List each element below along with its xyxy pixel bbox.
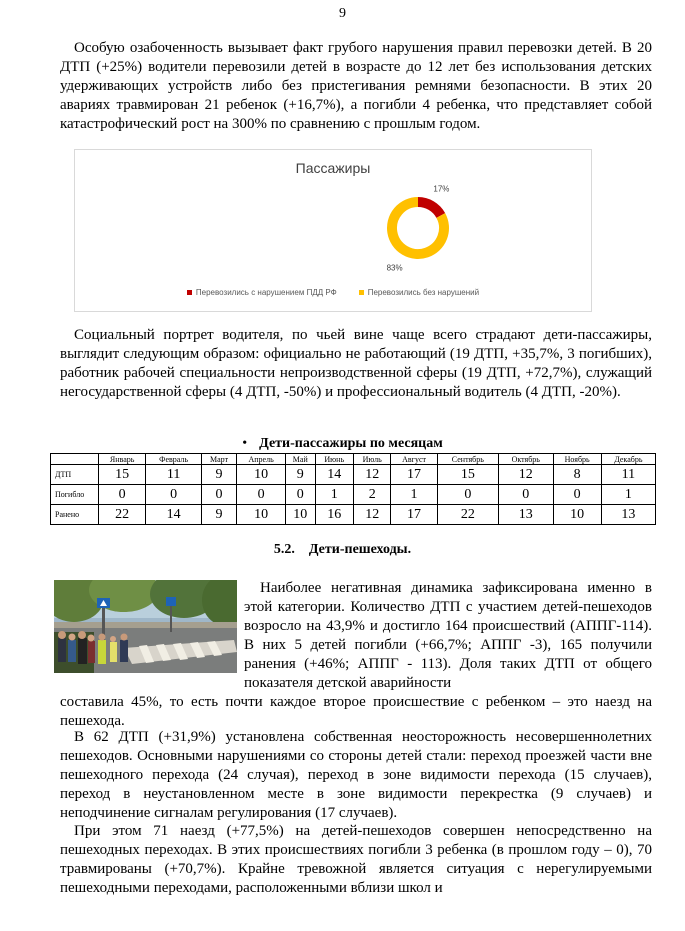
table-row (51, 505, 656, 525)
chart-passengers (74, 149, 592, 312)
table-cell: 12 (499, 465, 553, 485)
slice-violation (418, 202, 441, 215)
table-cell: 22 (99, 505, 146, 525)
page-number: 9 (339, 6, 346, 21)
table-cell: 13 (601, 505, 655, 525)
legend-item-no-violation (359, 288, 479, 297)
table-cell: 11 (601, 465, 655, 485)
table-header-cell: Июнь (315, 454, 353, 465)
table-cell: 8 (553, 465, 601, 485)
table-cell: 0 (237, 485, 286, 505)
slice-violation-label: 17% (433, 184, 450, 194)
section-title: Дети-пешеходы. (308, 542, 412, 557)
table-cell: 2 (353, 485, 391, 505)
legend-item-violation (187, 288, 337, 297)
table-cell: 12 (353, 505, 391, 525)
table-cell: 1 (315, 485, 353, 505)
table-cell: 0 (201, 485, 236, 505)
legend-swatch-violation (187, 290, 192, 295)
row-label: ДТП (51, 465, 99, 485)
section-heading (0, 542, 685, 558)
paragraph-pedestrians-share: составила 45%, то есть почти каждое второе происшествие с ребенком – это наезд на пешехода. (60, 694, 652, 729)
table-cell: 15 (99, 465, 146, 485)
table-header-cell: Ноябрь (553, 454, 601, 465)
table-cell: 1 (601, 485, 655, 505)
table-cell: 9 (201, 505, 236, 525)
table-cell: 0 (553, 485, 601, 505)
table-header-cell: Октябрь (499, 454, 553, 465)
table-cell: 13 (499, 505, 553, 525)
table-row (51, 465, 656, 485)
chart-legend (75, 288, 591, 297)
table-cell: 0 (499, 485, 553, 505)
section-number: 5.2. (273, 542, 295, 557)
paragraph-crosswalk-accidents: При этом 71 наезд (+77,5%) на детей-пешеходов совершен непосредственно на пешеходных переходах. В этих происшествиях погибли 3 ребенка (в прошлом году – 0), 70 травмированы (+70,7%). Крайне тревожной является ситуация с нерегулируемыми пешеходными переходами, расположенными вблизи школ и (60, 823, 652, 896)
legend-swatch-no-violation (359, 290, 364, 295)
table-header-cell: Февраль (146, 454, 202, 465)
row-label: Ранено (51, 505, 99, 525)
table-header-cell: Март (201, 454, 236, 465)
paragraph-pedestrians-dynamics: Наиболее негативная динамика зафиксирована именно в этой категории. Количество ДТП с участием детей-пешеходов возросло на 43,9% и достигло 164 происшествий (АППГ-114). В них 5 детей погибли (+66,7%; АППГ -3), 165 получили ранения (+46%; АППГ - 113). Доля таких ДТП от общего показателя детской аварийности (244, 580, 652, 691)
table-header-cell: Декабрь (601, 454, 655, 465)
table-cell: 1 (391, 485, 437, 505)
table-title: Дети-пассажиры по месяцам (259, 436, 443, 451)
table-heading (0, 436, 685, 452)
table-cell: 15 (437, 465, 498, 485)
table-cell: 9 (285, 465, 315, 485)
table-cell: 10 (285, 505, 315, 525)
table-cell: 0 (146, 485, 202, 505)
table-corner-cell (51, 454, 99, 465)
paragraph-child-passengers-violations: Особую озабоченность вызывает факт грубого нарушения правил перевозки детей. В 20 ДТП (+25%) водители перевозили детей в возрасте до 12 лет без использования детских удерживающих устройств либо без пристегивания ремнями безопасности. В этих 20 авариях травмирован 21 ребенок (+16,7%), а погибли 4 ребенка, что представляет собой катастрофический рост на 300% по сравнению с прошлым годом. (60, 40, 652, 132)
table-cell: 10 (553, 505, 601, 525)
table-cell: 12 (353, 465, 391, 485)
table-cell: 0 (437, 485, 498, 505)
table-cell: 9 (201, 465, 236, 485)
table-header-cell: Сентябрь (437, 454, 498, 465)
table-header-cell: Апрель (237, 454, 286, 465)
table-header-cell: Январь (99, 454, 146, 465)
table-cell: 14 (315, 465, 353, 485)
crosswalk-photo (54, 580, 237, 673)
table-cell: 11 (146, 465, 202, 485)
table-cell: 10 (237, 505, 286, 525)
months-table (50, 453, 656, 525)
paragraph-driver-portrait: Социальный портрет водителя, по чьей вине чаще всего страдают дети-пассажиры, выглядит следующим образом: официально не работающий (19 ДТП, +35,7%, 3 погибших), работник рабочей специальности непроизводственной сферы (19 ДТП, +72,7%), служащий негосударственной сферы (4 ДТП, -50%) и профессиональный водитель (4 ДТП, -20%). (60, 327, 652, 400)
table-header-cell: Июль (353, 454, 391, 465)
paragraph-own-carelessness: В 62 ДТП (+31,9%) установлена собственная неосторожность несовершеннолетних пешеходов. Основными нарушениями со стороны детей стали: переход проезжей части вне пешеходного перехода (24 случая), переход в зоне видимости перехода (15 случаев), переход в неустановленном месте в зоне видимости перекрестка (9 случаев) и неподчинение сигналам регулирования (17 случаев). (60, 729, 652, 821)
chart-svg (75, 150, 591, 311)
table-row (51, 485, 656, 505)
table-cell: 14 (146, 505, 202, 525)
slice-no-violation-label: 83% (386, 263, 403, 273)
table-cell: 0 (99, 485, 146, 505)
row-label: Погибло (51, 485, 99, 505)
table-header-row (51, 454, 656, 465)
table-cell: 17 (391, 505, 437, 525)
legend-label-no-violation: Перевозились без нарушений (367, 288, 480, 297)
table-cell: 17 (391, 465, 437, 485)
table-header-cell: Август (391, 454, 437, 465)
table-cell: 22 (437, 505, 498, 525)
table-header-cell: Май (285, 454, 315, 465)
chart-title: Пассажиры (295, 160, 371, 176)
table-cell: 10 (237, 465, 286, 485)
legend-label-violation: Перевозились с нарушением ПДД РФ (195, 288, 337, 297)
bullet-icon: • (242, 436, 248, 451)
table-cell: 16 (315, 505, 353, 525)
table-cell: 0 (285, 485, 315, 505)
